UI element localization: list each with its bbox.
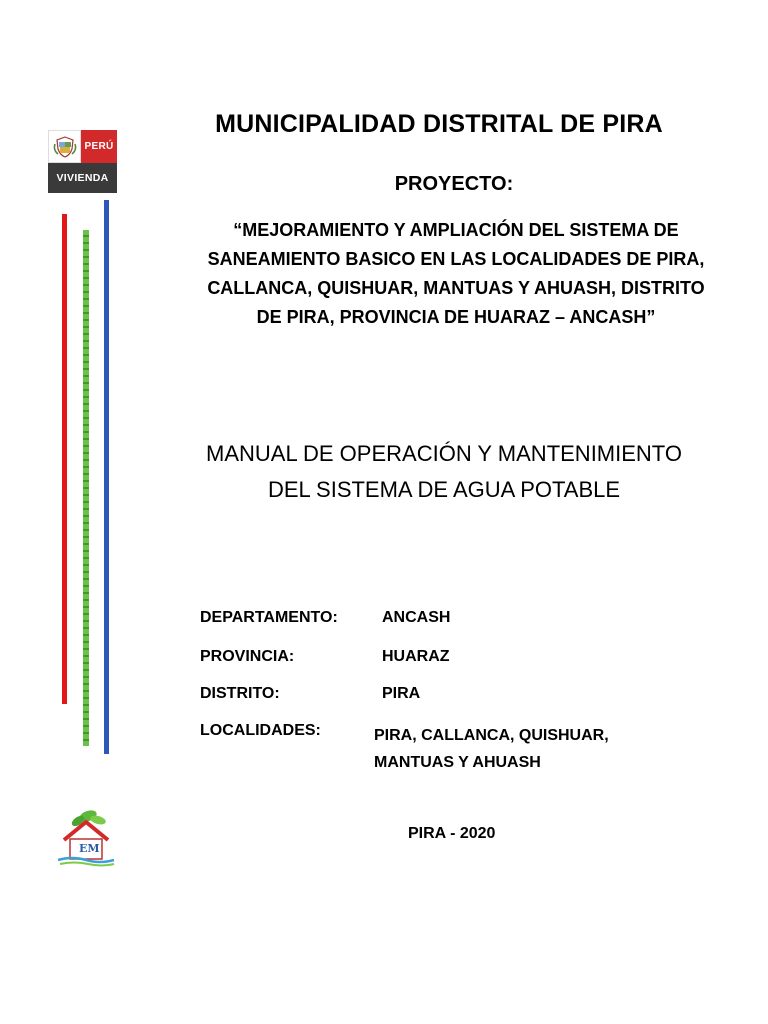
manual-title: MANUAL DE OPERACIÓN Y MANTENIMIENTO DEL SISTEMA DE AGUA POTABLE (206, 441, 682, 502)
localidades-label: LOCALIDADES: (200, 722, 321, 739)
blue-stripe (104, 200, 109, 754)
departamento-label: DEPARTAMENTO: (200, 609, 338, 626)
project-label: PROYECTO: (394, 173, 514, 195)
house-leaf-logo-icon (52, 804, 116, 868)
peru-label: PERÚ (81, 130, 117, 163)
place-year: PIRA - 2020 (408, 825, 496, 842)
page-title: MUNICIPALIDAD DISTRITAL DE PIRA (215, 110, 663, 138)
distrito-label: DISTRITO: (200, 685, 280, 702)
provincia-value: HUARAZ (382, 648, 450, 665)
red-stripe (62, 214, 67, 704)
vivienda-label: VIVIENDA (48, 163, 117, 193)
departamento-value: ANCASH (382, 609, 451, 626)
green-stripe (83, 230, 89, 746)
localidades-value-text: PIRA, CALLANCA, QUISHUAR, MANTUAS Y AHUASH (374, 727, 609, 771)
distrito-value: PIRA (382, 685, 421, 702)
project-description: “MEJORAMIENTO Y AMPLIACIÓN DEL SISTEMA DE SANEAMIENTO BASICO EN LAS LOCALIDADES DE PIRA, CALLANCA, QUISHUAR, MANTUAS Y AHUASH, DISTRITO DE PIRA, PROVINCIA DE HUARAZ – ANCASH” (207, 220, 705, 327)
localidades-value (374, 722, 674, 776)
provincia-label: PROVINCIA: (200, 648, 295, 665)
svg-text:EM: EM (79, 842, 100, 855)
